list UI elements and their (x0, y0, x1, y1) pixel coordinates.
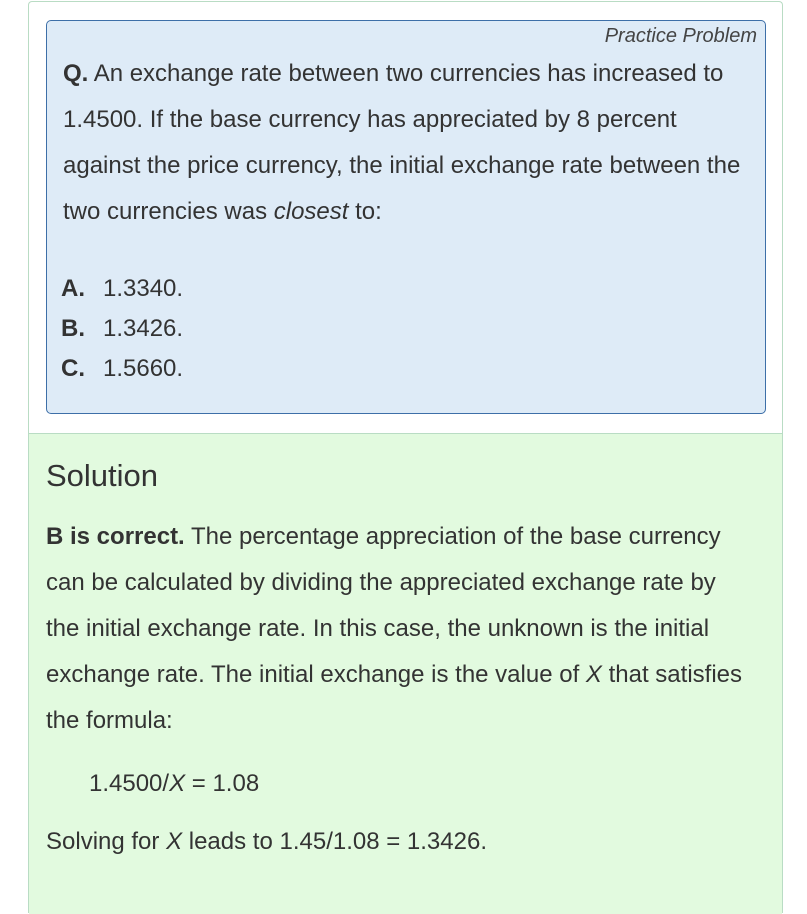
choice-letter: A. (61, 275, 85, 302)
solution-body-end: that satisfies the formula: (46, 661, 743, 734)
formula-left: 1.4500/ (89, 770, 170, 797)
solution-body: The percentage appreciation of the base currency can be calculated by dividing the appreciated exchange rate by the initial exchange rate. In this case, the unknown is the initial exchange rate. The initial exchange is the value of (46, 523, 721, 688)
question-body: An exchange rate between two currencies has increased to 1.4500. If the base currency has appreciated by 8 percent against the price currency, the initial exchange rate between the two currencies was (63, 60, 741, 225)
solution-section (29, 433, 782, 914)
choice-c[interactable] (61, 349, 183, 389)
question-end: to: (355, 198, 382, 225)
solution-variable: X (585, 661, 602, 688)
choice-a[interactable] (61, 269, 183, 309)
practice-problem-tag: Practice Problem (604, 25, 757, 47)
choice-letter: C. (61, 355, 85, 382)
choice-b[interactable] (61, 309, 183, 349)
practice-problem-box (46, 20, 766, 414)
formula-variable: X (169, 770, 186, 797)
choice-letter: B. (61, 315, 85, 342)
conclusion-variable: X (166, 828, 183, 855)
solution-text (46, 514, 751, 744)
solution-title: Solution (46, 458, 159, 493)
answer-choices (61, 269, 183, 389)
solution-formula (89, 770, 259, 798)
question-text (63, 51, 753, 235)
choice-text: 1.3426. (103, 315, 184, 342)
choice-text: 1.5660. (103, 355, 184, 382)
question-emphasis: closest (273, 198, 349, 225)
solution-conclusion (46, 828, 487, 856)
solution-lead: B is correct. (46, 523, 185, 550)
conclusion-start: Solving for (46, 828, 160, 855)
formula-right: = 1.08 (191, 770, 260, 797)
question-label: Q. (63, 60, 89, 87)
conclusion-end: leads to 1.45/1.08 = 1.3426. (188, 828, 487, 855)
choice-text: 1.3340. (103, 275, 184, 302)
